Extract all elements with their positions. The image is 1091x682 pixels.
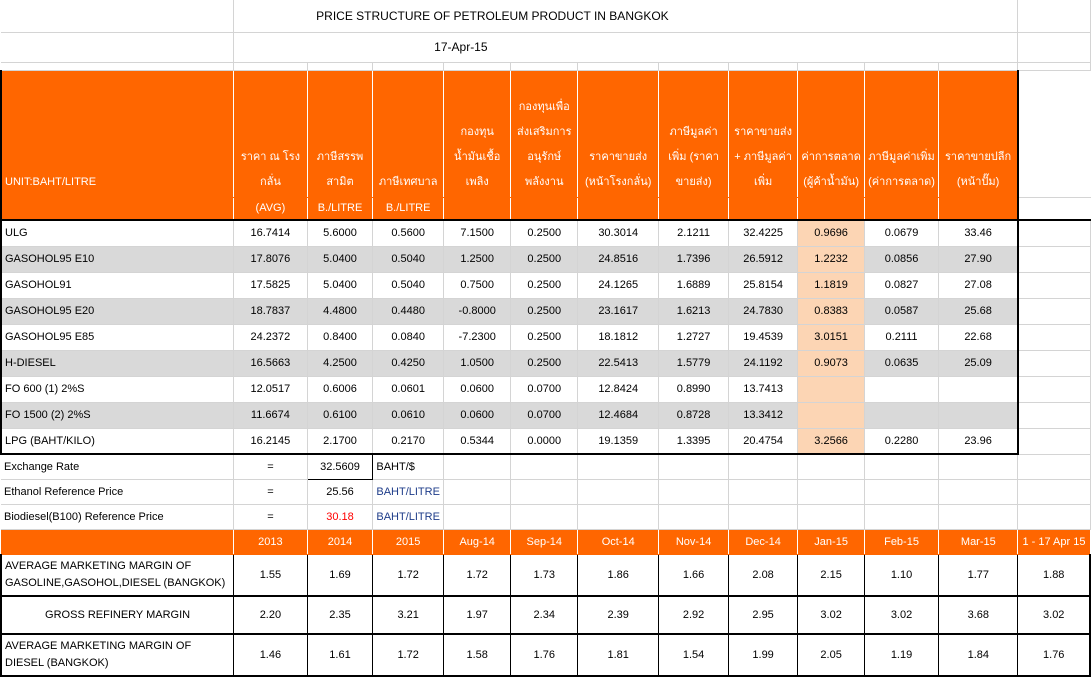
column-header[interactable]: ราคา ณ โรงกลั่น bbox=[234, 70, 307, 197]
column-unit[interactable] bbox=[659, 197, 728, 220]
column-header[interactable]: กองทุนเพื่อส่งเสริมการอนุรักษ์พลังงาน bbox=[511, 70, 578, 197]
margin-value[interactable]: 1.73 bbox=[511, 554, 578, 596]
product-value[interactable]: 0.0610 bbox=[373, 402, 444, 428]
period-header[interactable]: Nov-14 bbox=[659, 529, 728, 554]
period-header[interactable]: Oct-14 bbox=[578, 529, 659, 554]
product-value[interactable] bbox=[864, 402, 938, 428]
blank-cell bbox=[1018, 70, 1090, 197]
blank-cell bbox=[443, 479, 511, 504]
blank-cell bbox=[1018, 479, 1090, 504]
product-value[interactable]: 1.2500 bbox=[443, 246, 511, 272]
blank-cell bbox=[578, 504, 659, 529]
product-value[interactable]: 1.7396 bbox=[659, 246, 728, 272]
blank-cell bbox=[511, 504, 578, 529]
margin-value[interactable]: 2.15 bbox=[798, 554, 864, 596]
margin-value[interactable]: 1.76 bbox=[1018, 634, 1090, 676]
product-value[interactable]: 5.0400 bbox=[307, 246, 373, 272]
blank-cell bbox=[511, 454, 578, 479]
product-row bbox=[1, 350, 1090, 376]
period-header[interactable]: Mar-15 bbox=[939, 529, 1018, 554]
reference-row bbox=[1, 479, 1090, 504]
product-value[interactable]: 11.6674 bbox=[234, 402, 307, 428]
product-value[interactable]: 0.0700 bbox=[511, 376, 578, 402]
product-value[interactable]: 0.6006 bbox=[307, 376, 373, 402]
margin-value[interactable]: 3.68 bbox=[939, 596, 1018, 634]
product-value[interactable]: 25.68 bbox=[939, 298, 1018, 324]
column-unit[interactable] bbox=[864, 197, 938, 220]
product-value[interactable]: -7.2300 bbox=[443, 324, 511, 350]
product-value[interactable] bbox=[939, 402, 1018, 428]
product-value[interactable]: 0.2500 bbox=[511, 324, 578, 350]
reference-label[interactable]: Exchange Rate bbox=[1, 454, 234, 479]
product-value[interactable]: 24.1265 bbox=[578, 272, 659, 298]
margin-value[interactable]: 1.19 bbox=[864, 634, 938, 676]
product-value[interactable]: 1.2232 bbox=[798, 246, 864, 272]
blank-cell bbox=[1018, 324, 1090, 350]
margin-value[interactable]: 1.76 bbox=[511, 634, 578, 676]
product-value[interactable]: 0.2500 bbox=[511, 246, 578, 272]
margin-value[interactable]: 3.02 bbox=[798, 596, 864, 634]
product-value[interactable]: 0.8383 bbox=[798, 298, 864, 324]
product-value[interactable]: 0.2500 bbox=[511, 298, 578, 324]
margin-value[interactable]: 1.81 bbox=[578, 634, 659, 676]
product-row bbox=[1, 246, 1090, 272]
product-value[interactable]: 24.1192 bbox=[728, 350, 798, 376]
margin-value[interactable]: 1.84 bbox=[939, 634, 1018, 676]
period-header[interactable]: Jan-15 bbox=[798, 529, 864, 554]
product-row bbox=[1, 298, 1090, 324]
product-name[interactable]: H-DIESEL bbox=[1, 350, 234, 376]
product-value[interactable]: 0.2500 bbox=[511, 272, 578, 298]
product-value[interactable] bbox=[864, 376, 938, 402]
blank-cell bbox=[1018, 0, 1090, 32]
product-value[interactable]: 0.2111 bbox=[864, 324, 938, 350]
margin-value[interactable]: 1.88 bbox=[1018, 554, 1090, 596]
sheet-title[interactable]: PRICE STRUCTURE OF PETROLEUM PRODUCT IN BANGKOK bbox=[234, 0, 1018, 32]
blank-cell bbox=[659, 504, 728, 529]
product-value[interactable]: 26.5912 bbox=[728, 246, 798, 272]
product-value[interactable]: 0.5040 bbox=[373, 246, 444, 272]
column-header[interactable]: กองทุนน้ำมันเชื้อเพลิง bbox=[443, 70, 511, 197]
blank-cell bbox=[864, 479, 938, 504]
blank-cell bbox=[659, 454, 728, 479]
margin-value[interactable]: 2.95 bbox=[728, 596, 798, 634]
product-name[interactable]: GASOHOL95 E10 bbox=[1, 246, 234, 272]
product-value[interactable]: 0.0856 bbox=[864, 246, 938, 272]
reference-label[interactable]: Ethanol Reference Price bbox=[1, 479, 234, 504]
margin-value[interactable]: 1.69 bbox=[307, 554, 373, 596]
product-value[interactable]: 4.2500 bbox=[307, 350, 373, 376]
blank-cell bbox=[578, 479, 659, 504]
product-row bbox=[1, 272, 1090, 298]
product-row bbox=[1, 428, 1090, 454]
blank-cell bbox=[728, 454, 798, 479]
product-value[interactable]: 27.90 bbox=[939, 246, 1018, 272]
reference-unit[interactable]: BAHT/$ bbox=[373, 454, 444, 479]
product-value[interactable]: 0.0679 bbox=[864, 220, 938, 246]
product-value[interactable]: 27.08 bbox=[939, 272, 1018, 298]
margin-label[interactable]: AVERAGE MARKETING MARGIN OF DIESEL (BANGKOK) bbox=[1, 634, 234, 676]
period-header-row bbox=[1, 529, 1090, 554]
blank-cell bbox=[728, 479, 798, 504]
product-value[interactable]: 20.4754 bbox=[728, 428, 798, 454]
margin-value[interactable]: 1.66 bbox=[659, 554, 728, 596]
product-value[interactable]: 0.8990 bbox=[659, 376, 728, 402]
product-value[interactable]: 0.4250 bbox=[373, 350, 444, 376]
reference-row bbox=[1, 504, 1090, 529]
product-value[interactable]: 13.7413 bbox=[728, 376, 798, 402]
column-unit[interactable] bbox=[798, 197, 864, 220]
product-value[interactable]: -0.8000 bbox=[443, 298, 511, 324]
column-unit[interactable]: B./LITRE bbox=[307, 197, 373, 220]
reference-label[interactable]: Biodiesel(B100) Reference Price bbox=[1, 504, 234, 529]
product-value[interactable]: 0.0600 bbox=[443, 402, 511, 428]
column-header[interactable]: ราคาขายปลีก (หน้าปั๊ม) bbox=[939, 70, 1018, 197]
product-value[interactable]: 5.6000 bbox=[307, 220, 373, 246]
column-unit[interactable] bbox=[939, 197, 1018, 220]
product-value[interactable]: 0.2500 bbox=[511, 220, 578, 246]
product-value[interactable]: 2.1211 bbox=[659, 220, 728, 246]
product-value[interactable]: 23.96 bbox=[939, 428, 1018, 454]
column-unit[interactable] bbox=[511, 197, 578, 220]
product-value[interactable]: 13.3412 bbox=[728, 402, 798, 428]
product-value[interactable]: 22.68 bbox=[939, 324, 1018, 350]
product-value[interactable]: 3.0151 bbox=[798, 324, 864, 350]
product-value[interactable]: 0.0700 bbox=[511, 402, 578, 428]
product-value[interactable]: 16.7414 bbox=[234, 220, 307, 246]
product-value[interactable]: 1.6889 bbox=[659, 272, 728, 298]
margin-value[interactable]: 2.34 bbox=[511, 596, 578, 634]
blank-cell bbox=[1018, 376, 1090, 402]
product-value[interactable]: 0.7500 bbox=[443, 272, 511, 298]
product-name[interactable]: FO 1500 (2) 2%S bbox=[1, 402, 234, 428]
blank-header-cell bbox=[1, 197, 234, 220]
margin-value[interactable]: 2.39 bbox=[578, 596, 659, 634]
margin-value[interactable]: 1.72 bbox=[373, 554, 444, 596]
reference-equals[interactable]: = bbox=[234, 504, 307, 529]
blank-cell bbox=[939, 504, 1018, 529]
product-value[interactable]: 1.5779 bbox=[659, 350, 728, 376]
product-value[interactable]: 1.0500 bbox=[443, 350, 511, 376]
column-header[interactable]: ภาษีมูลค่าเพิ่ม (ราคาขายส่ง) bbox=[659, 70, 728, 197]
reference-row bbox=[1, 454, 1090, 479]
blank-cell bbox=[798, 504, 864, 529]
sheet-date[interactable]: 17-Apr-15 bbox=[234, 32, 1018, 62]
product-value[interactable]: 17.8076 bbox=[234, 246, 307, 272]
period-header[interactable]: 2014 bbox=[307, 529, 373, 554]
margin-row bbox=[1, 596, 1090, 634]
product-value[interactable]: 0.0600 bbox=[443, 376, 511, 402]
product-row bbox=[1, 324, 1090, 350]
product-value[interactable]: 0.6100 bbox=[307, 402, 373, 428]
product-value[interactable]: 0.0587 bbox=[864, 298, 938, 324]
product-value[interactable]: 0.8400 bbox=[307, 324, 373, 350]
margin-row bbox=[1, 554, 1090, 596]
margin-value[interactable]: 1.72 bbox=[373, 634, 444, 676]
product-value[interactable]: 0.8728 bbox=[659, 402, 728, 428]
margin-value[interactable]: 2.08 bbox=[728, 554, 798, 596]
product-value[interactable]: 1.1819 bbox=[798, 272, 864, 298]
column-header[interactable]: ราคาขายส่ง (หน้าโรงกลั่น) bbox=[578, 70, 659, 197]
margin-value[interactable]: 1.61 bbox=[307, 634, 373, 676]
blank-cell bbox=[1018, 32, 1090, 62]
column-unit[interactable]: (AVG) bbox=[234, 197, 307, 220]
reference-value[interactable]: 32.5609 bbox=[307, 454, 373, 479]
product-value[interactable]: 16.5663 bbox=[234, 350, 307, 376]
product-value[interactable]: 0.0827 bbox=[864, 272, 938, 298]
product-value[interactable]: 30.3014 bbox=[578, 220, 659, 246]
blank-cell bbox=[1018, 197, 1090, 220]
product-value[interactable]: 0.0635 bbox=[864, 350, 938, 376]
margin-value[interactable]: 2.92 bbox=[659, 596, 728, 634]
product-value[interactable]: 32.4225 bbox=[728, 220, 798, 246]
blank-cell bbox=[864, 504, 938, 529]
margin-value[interactable]: 3.02 bbox=[864, 596, 938, 634]
product-value[interactable]: 2.1700 bbox=[307, 428, 373, 454]
product-value[interactable]: 0.5040 bbox=[373, 272, 444, 298]
product-value[interactable]: 22.5413 bbox=[578, 350, 659, 376]
product-value[interactable]: 5.0400 bbox=[307, 272, 373, 298]
reference-value[interactable]: 25.56 bbox=[307, 479, 373, 504]
product-name[interactable]: ULG bbox=[1, 220, 234, 246]
margin-value[interactable]: 1.10 bbox=[864, 554, 938, 596]
reference-unit[interactable]: BAHT/LITRE bbox=[373, 504, 444, 529]
product-name[interactable]: GASOHOL95 E20 bbox=[1, 298, 234, 324]
product-row bbox=[1, 220, 1090, 246]
product-value[interactable] bbox=[798, 376, 864, 402]
blank-cell bbox=[1018, 272, 1090, 298]
product-value[interactable]: 0.0840 bbox=[373, 324, 444, 350]
product-value[interactable]: 0.5600 bbox=[373, 220, 444, 246]
product-value[interactable]: 0.0601 bbox=[373, 376, 444, 402]
product-value[interactable]: 7.1500 bbox=[443, 220, 511, 246]
margin-value[interactable]: 1.72 bbox=[443, 554, 511, 596]
margin-value[interactable]: 2.20 bbox=[234, 596, 307, 634]
blank-cell bbox=[1018, 504, 1090, 529]
product-value[interactable]: 19.4539 bbox=[728, 324, 798, 350]
product-value[interactable]: 25.8154 bbox=[728, 272, 798, 298]
reference-unit[interactable]: BAHT/LITRE bbox=[373, 479, 444, 504]
product-row bbox=[1, 376, 1090, 402]
blank-cell bbox=[1018, 298, 1090, 324]
reference-value[interactable]: 30.18 bbox=[307, 504, 373, 529]
margin-value[interactable]: 3.02 bbox=[1018, 596, 1090, 634]
product-row bbox=[1, 402, 1090, 428]
blank-cell bbox=[798, 454, 864, 479]
product-name[interactable]: GASOHOL95 E85 bbox=[1, 324, 234, 350]
margin-value[interactable]: 1.46 bbox=[234, 634, 307, 676]
product-value[interactable]: 0.9073 bbox=[798, 350, 864, 376]
blank-cell bbox=[659, 479, 728, 504]
product-value[interactable]: 17.5825 bbox=[234, 272, 307, 298]
margin-value[interactable]: 2.05 bbox=[798, 634, 864, 676]
blank-cell bbox=[939, 479, 1018, 504]
product-value[interactable]: 1.3395 bbox=[659, 428, 728, 454]
product-value[interactable] bbox=[798, 402, 864, 428]
product-value[interactable]: 0.9696 bbox=[798, 220, 864, 246]
blank-cell bbox=[511, 479, 578, 504]
column-unit[interactable] bbox=[728, 197, 798, 220]
blank-cell bbox=[864, 454, 938, 479]
blank-cell bbox=[1018, 220, 1090, 246]
margin-label[interactable]: GROSS REFINERY MARGIN bbox=[1, 596, 234, 634]
product-value[interactable]: 3.2566 bbox=[798, 428, 864, 454]
margin-value[interactable]: 1.99 bbox=[728, 634, 798, 676]
blank-cell bbox=[1018, 402, 1090, 428]
column-unit[interactable] bbox=[578, 197, 659, 220]
column-header[interactable]: ค่าการตลาด (ผู้ค้าน้ำมัน) bbox=[798, 70, 864, 197]
product-value[interactable]: 1.2727 bbox=[659, 324, 728, 350]
margin-value[interactable]: 3.21 bbox=[373, 596, 444, 634]
product-value[interactable]: 12.8424 bbox=[578, 376, 659, 402]
product-value[interactable]: 0.2280 bbox=[864, 428, 938, 454]
blank-cell bbox=[1018, 246, 1090, 272]
product-value[interactable]: 18.7837 bbox=[234, 298, 307, 324]
product-value[interactable]: 4.4800 bbox=[307, 298, 373, 324]
period-header[interactable]: Sep-14 bbox=[511, 529, 578, 554]
product-value[interactable]: 1.6213 bbox=[659, 298, 728, 324]
product-value[interactable]: 33.46 bbox=[939, 220, 1018, 246]
column-header[interactable]: ภาษีเทศบาล bbox=[373, 70, 444, 197]
period-header[interactable]: 2015 bbox=[373, 529, 444, 554]
period-header[interactable]: 2013 bbox=[234, 529, 307, 554]
blank-cell bbox=[443, 504, 511, 529]
blank-cell bbox=[443, 454, 511, 479]
product-value[interactable]: 18.1812 bbox=[578, 324, 659, 350]
margin-value[interactable]: 1.97 bbox=[443, 596, 511, 634]
blank-cell bbox=[578, 454, 659, 479]
product-value[interactable]: 0.2500 bbox=[511, 350, 578, 376]
blank-cell bbox=[1018, 454, 1090, 479]
product-value[interactable]: 12.4684 bbox=[578, 402, 659, 428]
reference-equals[interactable]: = bbox=[234, 479, 307, 504]
product-value[interactable]: 0.4480 bbox=[373, 298, 444, 324]
blank-cell bbox=[1, 0, 234, 32]
margin-value[interactable]: 1.55 bbox=[234, 554, 307, 596]
period-header[interactable]: 1 - 17 Apr 15 bbox=[1018, 529, 1090, 554]
column-unit[interactable] bbox=[443, 197, 511, 220]
blank-cell bbox=[1, 32, 234, 62]
column-header[interactable]: ภาษีมูลค่าเพิ่ม (ค่าการตลาด) bbox=[864, 70, 938, 197]
product-value[interactable]: 24.2372 bbox=[234, 324, 307, 350]
product-value[interactable]: 12.0517 bbox=[234, 376, 307, 402]
product-name[interactable]: LPG (BAHT/KILO) bbox=[1, 428, 234, 454]
blank-cell bbox=[939, 454, 1018, 479]
margin-value[interactable]: 1.54 bbox=[659, 634, 728, 676]
unit-label[interactable]: UNIT:BAHT/LITRE bbox=[1, 70, 234, 197]
reference-equals[interactable]: = bbox=[234, 454, 307, 479]
product-value[interactable]: 0.0000 bbox=[511, 428, 578, 454]
column-unit[interactable]: B./LITRE bbox=[373, 197, 444, 220]
blank-cell bbox=[1018, 428, 1090, 454]
blank-cell bbox=[798, 479, 864, 504]
blank-header-cell bbox=[1, 529, 234, 554]
product-value[interactable]: 24.8516 bbox=[578, 246, 659, 272]
period-header[interactable]: Dec-14 bbox=[728, 529, 798, 554]
margin-value[interactable]: 1.77 bbox=[939, 554, 1018, 596]
product-value[interactable]: 19.1359 bbox=[578, 428, 659, 454]
blank-cell bbox=[1018, 350, 1090, 376]
column-header[interactable]: ภาษีสรรพสามิต bbox=[307, 70, 373, 197]
product-value[interactable]: 25.09 bbox=[939, 350, 1018, 376]
product-value[interactable]: 0.2170 bbox=[373, 428, 444, 454]
margin-value[interactable]: 2.35 bbox=[307, 596, 373, 634]
product-name[interactable]: FO 600 (1) 2%S bbox=[1, 376, 234, 402]
product-value[interactable]: 23.1617 bbox=[578, 298, 659, 324]
product-name[interactable]: GASOHOL91 bbox=[1, 272, 234, 298]
margin-value[interactable]: 1.86 bbox=[578, 554, 659, 596]
blank-cell bbox=[728, 504, 798, 529]
period-header[interactable]: Aug-14 bbox=[443, 529, 511, 554]
period-header[interactable]: Feb-15 bbox=[864, 529, 938, 554]
product-value[interactable]: 24.7830 bbox=[728, 298, 798, 324]
product-value[interactable]: 16.2145 bbox=[234, 428, 307, 454]
margin-value[interactable]: 1.58 bbox=[443, 634, 511, 676]
product-value[interactable] bbox=[939, 376, 1018, 402]
product-value[interactable]: 0.5344 bbox=[443, 428, 511, 454]
margin-row bbox=[1, 634, 1090, 676]
column-header[interactable]: ราคาขายส่ง + ภาษีมูลค่าเพิ่ม bbox=[728, 70, 798, 197]
margin-label[interactable]: AVERAGE MARKETING MARGIN OF GASOLINE,GASOHOL,DIESEL (BANGKOK) bbox=[1, 554, 234, 596]
